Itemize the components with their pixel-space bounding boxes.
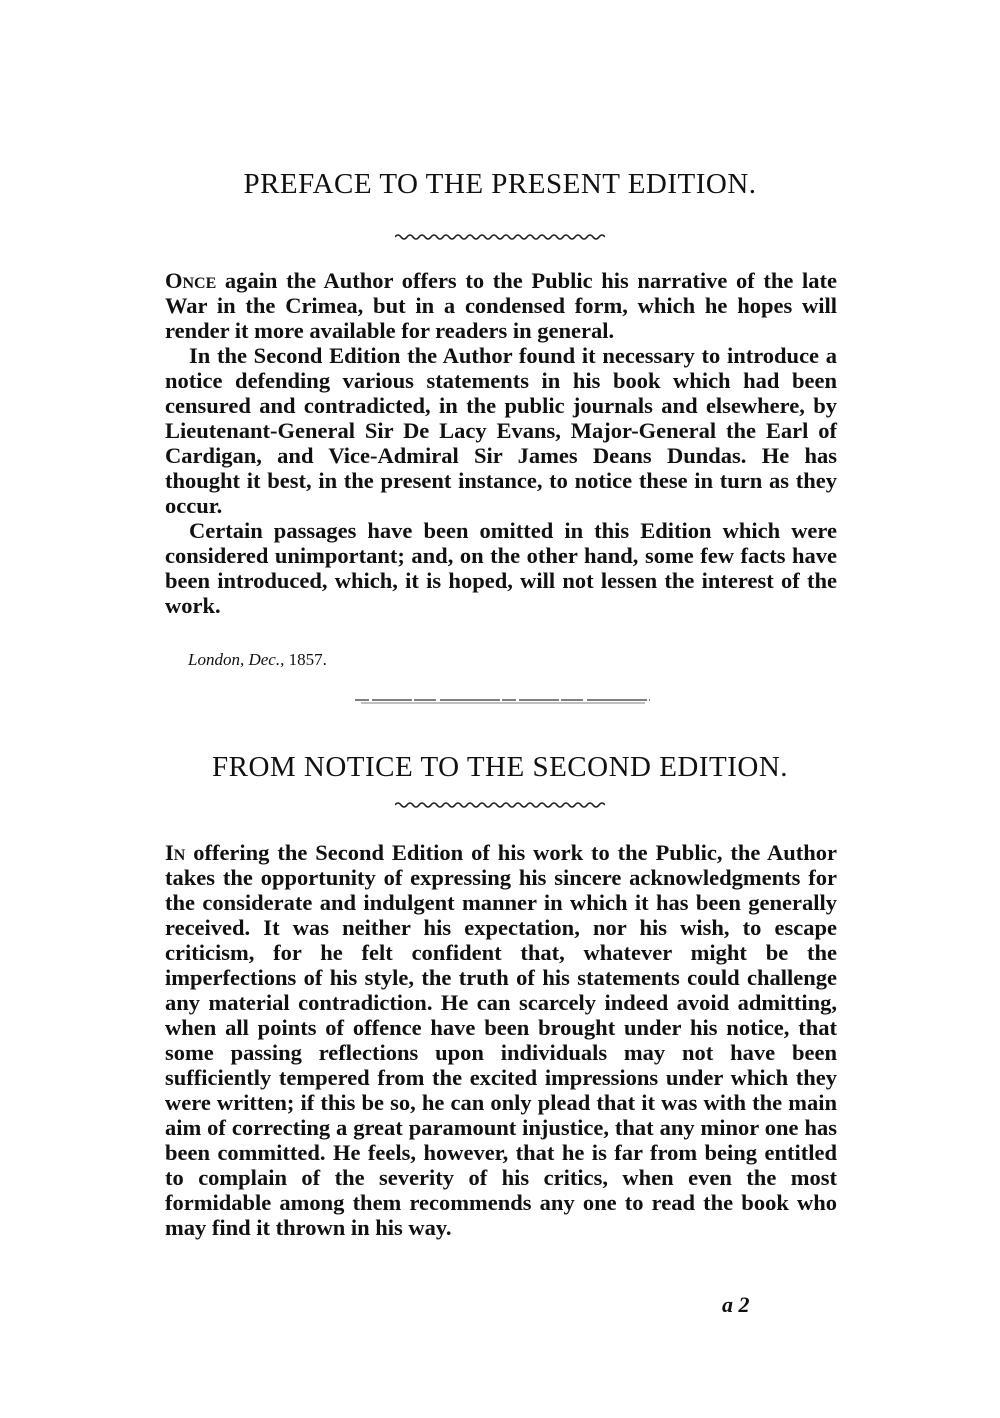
wavy-rule-ornament	[395, 233, 605, 241]
preface-title: PREFACE TO THE PRESENT EDITION.	[243, 168, 757, 200]
notice-paragraph: In offering the Second Edition of his work to the Public, the Author takes the opportunity of expressing his sincere acknowledgments for the considerate and indulgent manner in which it has been generally received. It was neither his expectation, nor his wish, to escape criticism, for he felt confident that, whatever might be the imperfections of his style, the truth of his statements could challenge any material contradiction. He can scarcely indeed avoid admitting, when all points of offence have been brought under his notice, that some passing reflections upon individuals may not have been sufficiently tempered from the excited impressions under which they were written; if this be so, he can only plead that it was with the main aim of correcting a great paramount injustice, that any minor one has been committed. He feels, however, that he is far from being entitled to complain of the severity of his critics, when even the most formidable among them recommends any one to read the book who may find it thrown in his way.	[165, 840, 837, 1240]
preface-body	[165, 268, 837, 618]
notice-title: FROM NOTICE TO THE SECOND EDITION.	[211, 751, 789, 783]
notice-body	[165, 840, 837, 1240]
preface-paragraph-3: Certain passages have been omitted in this Edition which were considered unimportant; and, on the other hand, some few facts have been introduced, which, it is hoped, will not lessen the interest of the work.	[165, 518, 837, 618]
page-signature-mark: a 2	[722, 1292, 750, 1317]
preface-paragraph-1: Once again the Author offers to the Public his narrative of the late War in the Crimea, but in a condensed form, which he hopes will render it more available for readers in general.	[165, 268, 837, 343]
preface-paragraph-2: In the Second Edition the Author found it necessary to introduce a notice defending various statements in his book which had been censured and contradicted, in the public journals and elsewhere, by Lieutenant-General Sir De Lacy Evans, Major-General the Earl of Cardigan, and Vice-Admiral Sir James Deans Dundas. He has thought it best, in the present instance, to notice these in turn as they occur.	[165, 343, 837, 518]
drop-word: In	[165, 840, 186, 865]
drop-word: Once	[165, 268, 217, 293]
wavy-rule-ornament-2	[395, 801, 605, 809]
preface-signature: London, Dec., 1857.	[188, 650, 327, 669]
section-divider-rule	[355, 698, 650, 704]
